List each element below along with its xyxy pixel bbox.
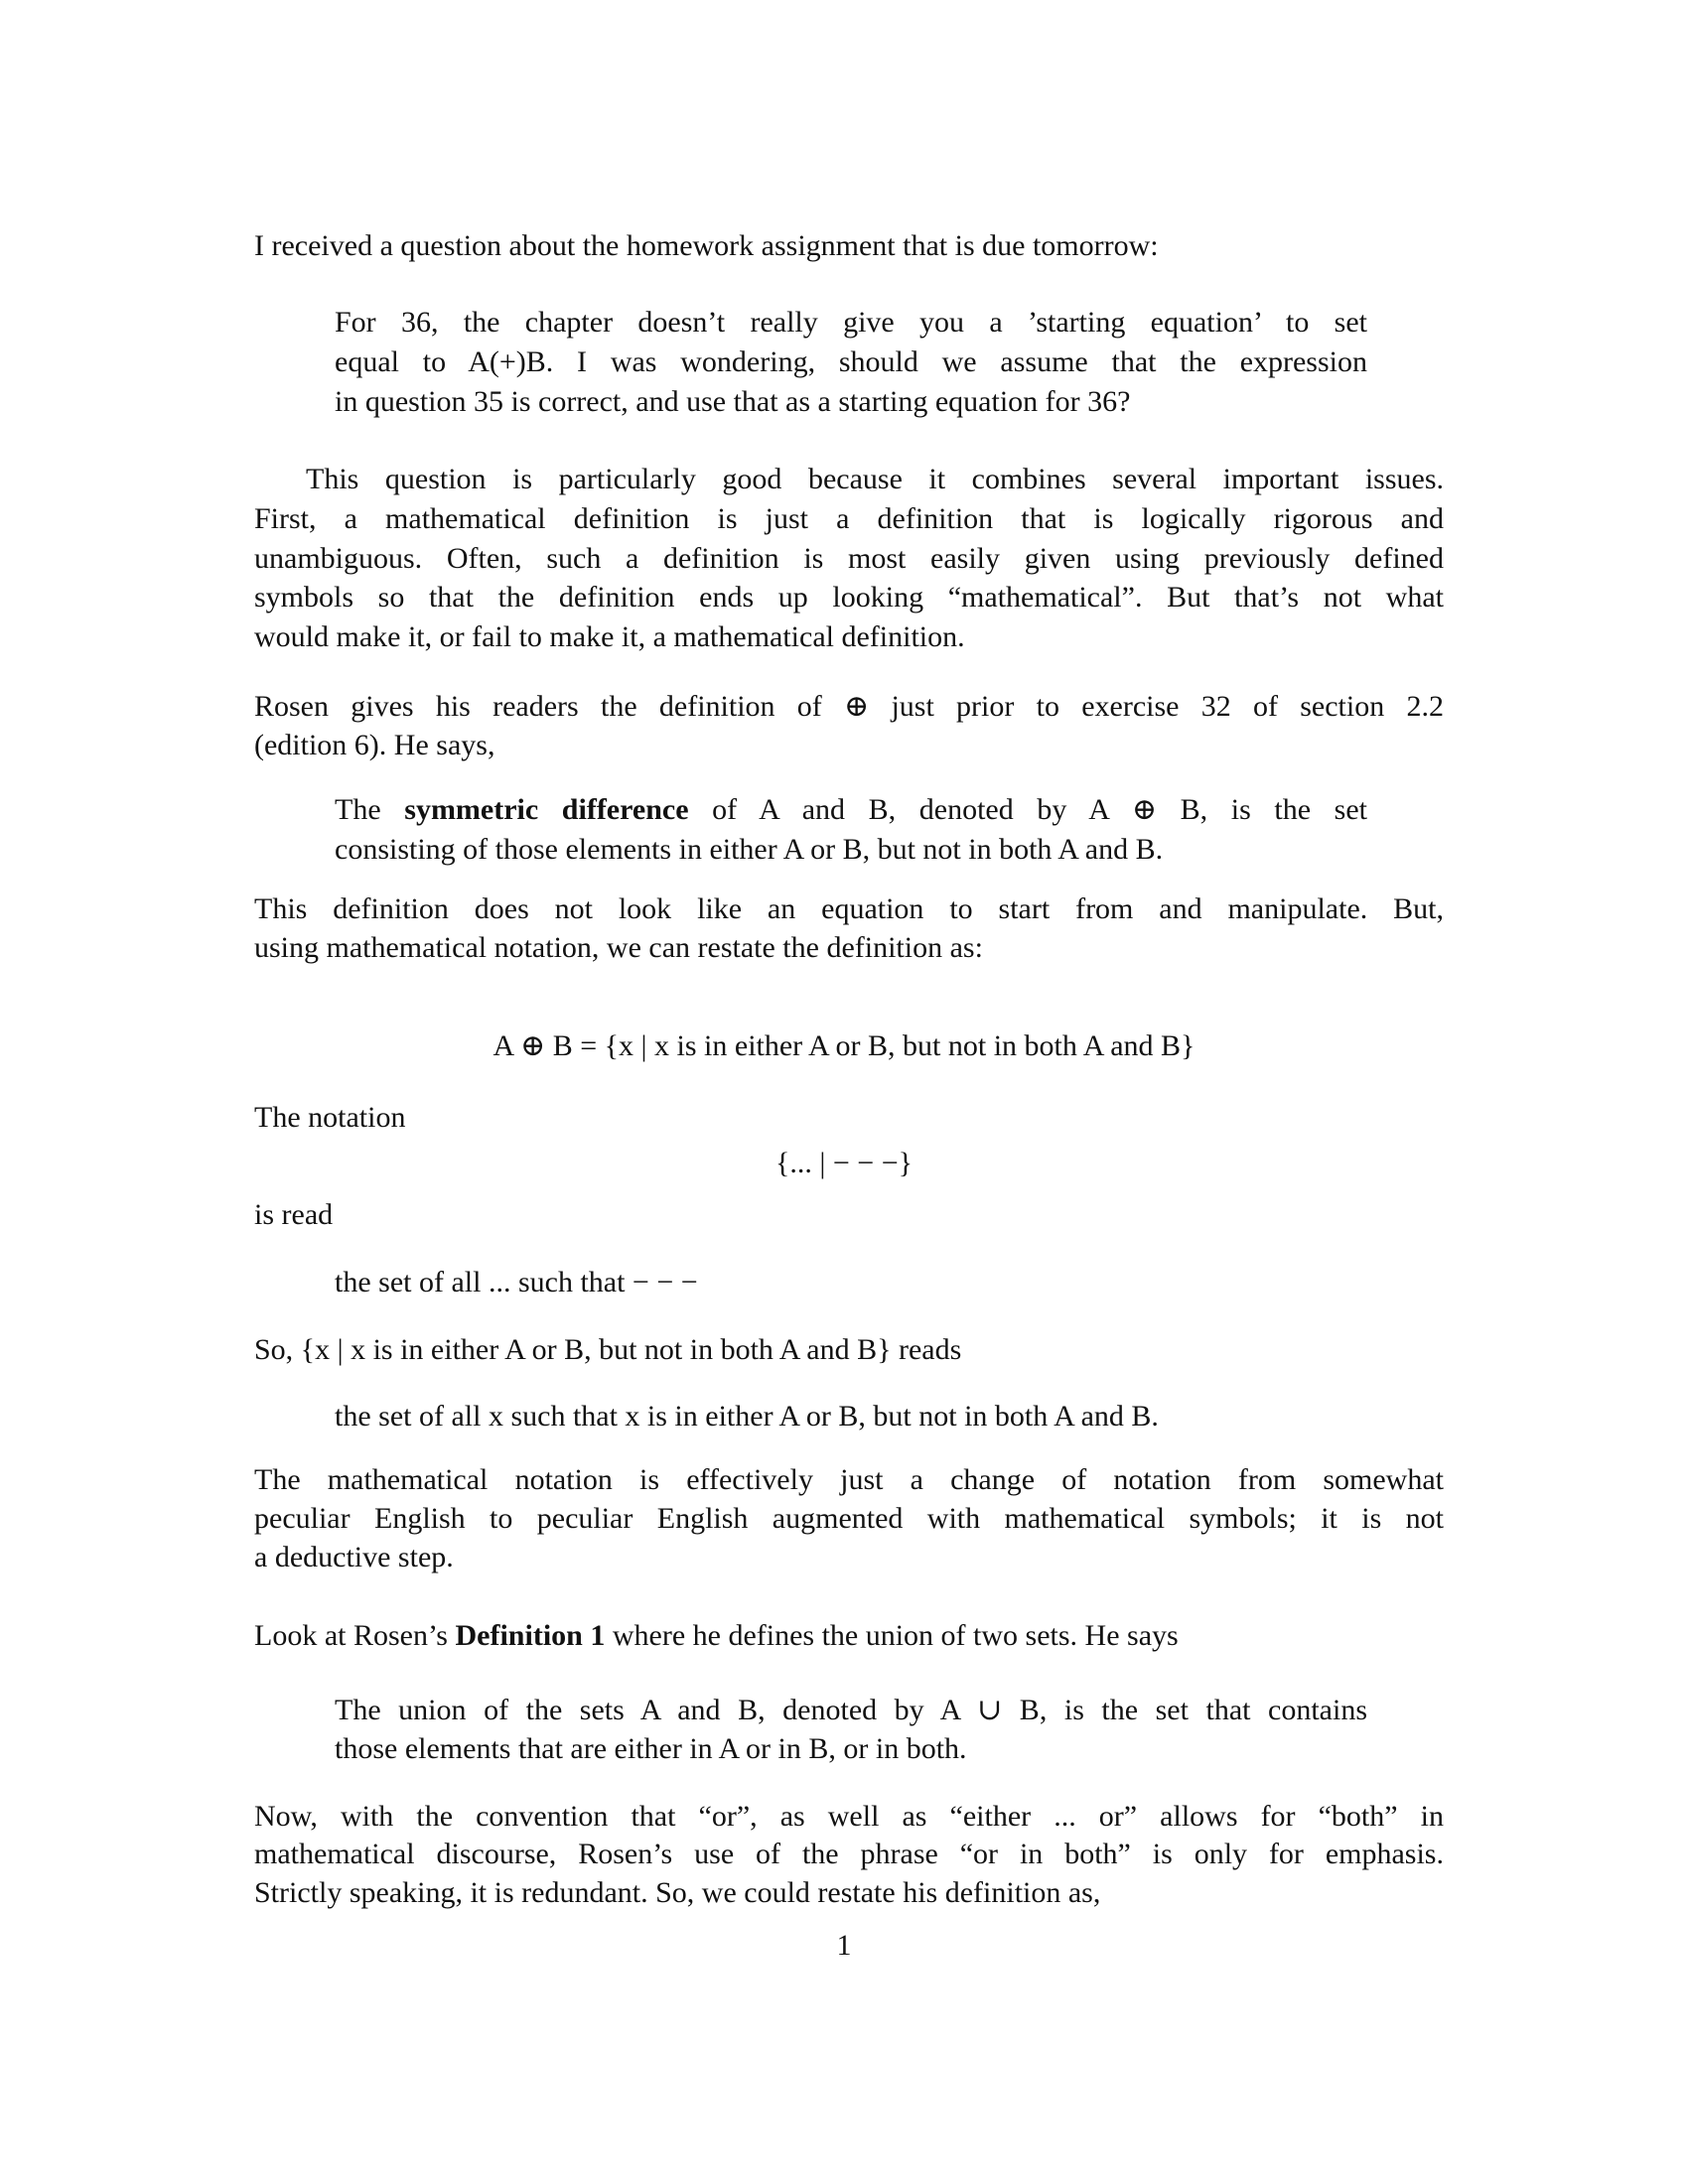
reading-text: the set of all ... such that − − −	[335, 1266, 698, 1298]
paragraph-line: This question is particularly good because it combines several important issues.	[306, 463, 1444, 495]
page-number: 1	[836, 1929, 852, 1962]
paragraph-line: This definition does not look like an equation to start from and manipulate. But,	[254, 892, 1444, 925]
paragraph-line: First, a mathematical definition is just a definition that is logically rigorous and	[254, 502, 1444, 535]
notation-label: The notation	[254, 1101, 406, 1134]
quote-line: those elements that are either in A or in B, or in both.	[335, 1732, 967, 1765]
paragraph-line: using mathematical notation, we can restate the definition as:	[254, 931, 983, 964]
paragraph-line: Now, with the convention that “or”, as well as “either ... or” allows for “both” in	[254, 1800, 1444, 1833]
paragraph-line: mathematical discourse, Rosen’s use of the phrase “or in both” is only for emphasis.	[254, 1838, 1444, 1870]
paragraph-line: Strictly speaking, it is redundant. So, we could restate his definition as,	[254, 1876, 1101, 1909]
quote-text: of A and B, denoted by A ⊕ B, is the set	[688, 793, 1368, 826]
quote-line: For 36, the chapter doesn’t really give you a ’starting equation’ to set	[335, 306, 1367, 339]
quote-line: equal to A(+)B. I was wondering, should we assume that the expression	[335, 345, 1367, 378]
paragraph-line: unambiguous. Often, such a definition is most easily given using previously defined	[254, 542, 1444, 575]
paragraph-5	[254, 1618, 1179, 1654]
paragraph-line: symbols so that the definition ends up looking “mathematical”. But that’s not what	[254, 581, 1444, 614]
term-definition-1: Definition 1	[455, 1619, 606, 1652]
so-line: So, {x | x is in either A or B, but not in both A and B} reads	[254, 1333, 962, 1366]
quote-line: in question 35 is correct, and use that as a starting equation for 36?	[335, 385, 1131, 418]
paragraph-text: Look at Rosen’s	[254, 1619, 456, 1652]
quote-text: The	[335, 793, 405, 826]
paragraph-line: The mathematical notation is effectively just a change of notation from somewhat	[254, 1463, 1444, 1496]
notation-formula: {... | − − −}	[774, 1147, 914, 1179]
paragraph-line: (edition 6). He says,	[254, 729, 495, 761]
intro-text: I received a question about the homework assignment that is due tomorrow:	[254, 229, 1159, 262]
paragraph-line: would make it, or fail to make it, a mathematical definition.	[254, 620, 965, 653]
quote-line: consisting of those elements in either A or B, but not in both A and B.	[335, 833, 1164, 866]
reading-text-2: the set of all x such that x is in either A or B, but not in both A and B.	[335, 1400, 1159, 1433]
paragraph-line: peculiar English to peculiar English augmented with mathematical symbols; it is not	[254, 1502, 1444, 1535]
quote-line	[335, 792, 1367, 828]
term-symmetric-difference: symmetric difference	[404, 793, 689, 826]
paragraph-text: where he defines the union of two sets. He says	[605, 1619, 1179, 1652]
quote-line: The union of the sets A and B, denoted by A ∪ B, is the set that contains	[335, 1694, 1367, 1726]
equation-symmetric-difference: A ⊕ B = {x | x is in either A or B, but not in both A and B}	[492, 1029, 1196, 1062]
paragraph-line: Rosen gives his readers the definition of ⊕ just prior to exercise 32 of section 2.2	[254, 690, 1444, 723]
paragraph-line: a deductive step.	[254, 1541, 454, 1573]
is-read-label: is read	[254, 1198, 334, 1231]
